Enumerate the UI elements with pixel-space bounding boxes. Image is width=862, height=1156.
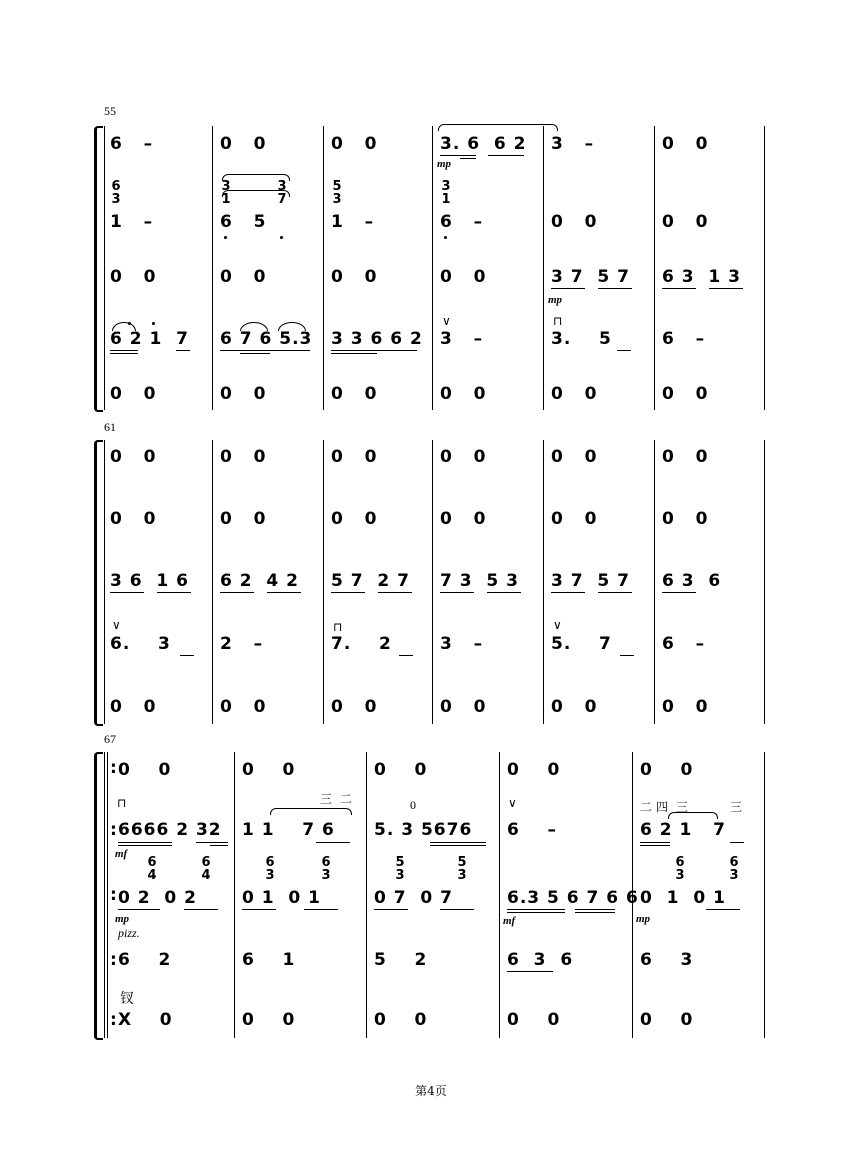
barline [654, 126, 655, 410]
underline [331, 592, 365, 593]
barline [366, 752, 367, 1038]
part2-m59: 0 0 [551, 212, 598, 232]
part1-m59: 3 – [551, 134, 595, 154]
part4-m57: 3 3 6 6 2 [331, 329, 423, 349]
underline [730, 842, 744, 843]
part5-m63: 0 0 [331, 697, 378, 717]
underline [620, 655, 634, 656]
phrase-slur [270, 808, 352, 815]
part5-m59: 0 0 [551, 384, 598, 404]
pizz-marking: pizz. [118, 926, 140, 940]
chord: 6 3 [321, 855, 331, 883]
chord: 3 7 [277, 179, 287, 207]
underline [242, 909, 276, 910]
part3-m55: 0 0 [110, 267, 157, 287]
underline [220, 350, 310, 351]
part2-m70: 6 – [507, 820, 558, 840]
dynamic-mp: mp [437, 158, 452, 170]
underline [316, 842, 350, 843]
dynamic-mp: mp [548, 294, 563, 306]
part3-m57: 0 0 [331, 267, 378, 287]
part3-m69: 0 7 0 7 [374, 888, 453, 908]
bow-down-mark: ⊓ [117, 796, 127, 810]
chord: 6 3 [265, 855, 275, 883]
part3-m63: 5 7 2 7 [331, 571, 410, 591]
barline [543, 126, 544, 410]
part1-m71: 0 0 [640, 760, 694, 780]
slur [240, 322, 268, 331]
part5-m65: 0 0 [551, 697, 598, 717]
barline [212, 440, 213, 724]
underline [110, 350, 138, 351]
underline [180, 655, 194, 656]
underline [430, 842, 486, 843]
part2-m67: 6666 2 32 [118, 820, 222, 840]
part5-m70: 0 0 [507, 1010, 561, 1030]
underline [507, 912, 565, 913]
part3-m62: 6 2 4 2 [220, 571, 299, 591]
part5-m62: 0 0 [220, 697, 267, 717]
part3-m61: 3 6 1 6 [110, 571, 189, 591]
lower-octave-dot [224, 236, 227, 239]
part1-m64: 0 0 [440, 447, 487, 467]
part4-m60: 6 – [662, 329, 706, 349]
underline [118, 845, 172, 846]
part1-m65: 0 0 [551, 447, 598, 467]
underline [507, 909, 565, 910]
part5-m60: 0 0 [662, 384, 709, 404]
upper-octave-dot [152, 322, 155, 325]
barline [764, 752, 765, 1038]
part5-m67: X 0 [118, 1010, 173, 1030]
underline [267, 592, 301, 593]
part4-m63: 7. 2 [331, 634, 392, 654]
part4-m59: 3. 5 [551, 329, 612, 349]
chord: 5 3 [457, 855, 467, 883]
chord: 6 4 [147, 855, 157, 883]
underline [487, 592, 521, 593]
part3-m71: 0 1 0 1 [640, 888, 726, 908]
part2-m56: 6 5 [220, 212, 267, 232]
underline [640, 845, 670, 846]
system-line [104, 126, 105, 410]
barline [323, 126, 324, 410]
part2-m58: 6 – [440, 212, 484, 232]
underline [240, 353, 270, 354]
underline [110, 353, 138, 354]
part3-m60: 6 3 1 3 [662, 267, 741, 287]
repeat-sign: : [110, 1010, 117, 1030]
underline [399, 655, 413, 656]
bow-up-mark: ∨ [112, 618, 121, 632]
part1-m67: 0 0 [118, 760, 172, 780]
underline [430, 845, 486, 846]
bow-up-mark: ∨ [508, 796, 517, 810]
system-brace [94, 440, 103, 726]
dynamic-mp: mp [636, 913, 651, 925]
phrase-slur [438, 124, 558, 131]
part3-m70: 6.3 5 6 7 6 6 [507, 888, 639, 908]
barline [499, 752, 500, 1038]
part4-m65: 5. 7 [551, 634, 612, 654]
part2-m68: 1 1 7 6 [242, 820, 335, 840]
part4-m70: 6 3 6 [507, 950, 574, 970]
fingering-mark: 三 [320, 792, 333, 806]
underline [220, 592, 254, 593]
barline [323, 440, 324, 724]
underline [709, 288, 743, 289]
underline [507, 971, 553, 972]
part3-m65: 3 7 5 7 [551, 571, 630, 591]
underline [378, 592, 412, 593]
part1-m62: 0 0 [220, 447, 267, 467]
part3-m56: 0 0 [220, 267, 267, 287]
part4-m62: 2 – [220, 634, 264, 654]
part1-m68: 0 0 [242, 760, 296, 780]
underline [110, 592, 144, 593]
part2-m66: 0 0 [662, 509, 709, 529]
repeat-sign: : [110, 885, 117, 905]
underline [210, 845, 228, 846]
underline [706, 909, 740, 910]
part3-m68: 0 1 0 1 [242, 888, 321, 908]
fingering-mark: 四 [656, 800, 669, 814]
part4-m58: 3 – [440, 329, 484, 349]
chord: 6 3 [111, 179, 121, 207]
fingering-mark: 三 [730, 800, 743, 814]
underline [575, 909, 615, 910]
barline [432, 126, 433, 410]
measure-number: 55 [104, 104, 116, 118]
chord: 6 3 [729, 855, 739, 883]
part5-m71: 0 0 [640, 1010, 694, 1030]
dynamic-mf: mf [115, 848, 128, 860]
part3-m58: 0 0 [440, 267, 487, 287]
phrase-slur [668, 812, 718, 819]
repeat-sign: : [110, 820, 117, 840]
part2-m63: 0 0 [331, 509, 378, 529]
barline [764, 126, 765, 410]
page-number: 第4页 [415, 1084, 447, 1098]
repeat-sign: : [110, 950, 117, 970]
fingering-mark: 二 [340, 792, 353, 806]
underline [488, 155, 524, 156]
underline [157, 592, 191, 593]
system-line [104, 752, 105, 1038]
measure-number: 61 [104, 420, 116, 434]
part5-m57: 0 0 [331, 384, 378, 404]
bow-up-mark: ∨ [442, 314, 451, 328]
part3-m66: 6 3 6 [662, 571, 722, 591]
system-brace [94, 126, 103, 412]
underline [460, 158, 476, 159]
underline [440, 592, 474, 593]
part3-m64: 7 3 5 3 [440, 571, 519, 591]
slur [112, 322, 136, 331]
part4-m68: 6 1 [242, 950, 296, 970]
part2-m71: 6 2 1 7 [640, 820, 726, 840]
part1-m58: 3. 6 6 2 [440, 134, 527, 154]
part5-m61: 0 0 [110, 697, 157, 717]
part2-m61: 0 0 [110, 509, 157, 529]
part4-m66: 6 – [662, 634, 706, 654]
repeat-line [107, 752, 108, 1038]
barline [543, 440, 544, 724]
underline [118, 909, 160, 910]
chord: 3 1 [221, 179, 231, 207]
fingering-mark: 0 [410, 798, 416, 812]
part3-m67: 0 2 0 2 [118, 888, 197, 908]
measure-number: 67 [104, 732, 116, 746]
part4-m69: 5 2 [374, 950, 428, 970]
underline [118, 842, 172, 843]
part5-m64: 0 0 [440, 697, 487, 717]
dynamic-mp: mp [115, 913, 130, 925]
underline [440, 909, 474, 910]
bow-down-mark: ⊓ [553, 314, 563, 328]
part4-m64: 3 – [440, 634, 484, 654]
part5-m58: 0 0 [440, 384, 487, 404]
lower-octave-dot [280, 236, 283, 239]
part1-m60: 0 0 [662, 134, 709, 154]
upper-octave-dot [128, 322, 131, 325]
part4-m55: 6 2 1 7 [110, 329, 189, 349]
part5-m56: 0 0 [220, 384, 267, 404]
barline [234, 752, 235, 1038]
part2-m55: 1 – [110, 212, 154, 232]
part2-m62: 0 0 [220, 509, 267, 529]
part3-m59: 3 7 5 7 [551, 267, 630, 287]
underline [617, 350, 631, 351]
barline [764, 440, 765, 724]
part4-m61: 6. 3 [110, 634, 171, 654]
part1-m70: 0 0 [507, 760, 561, 780]
part2-m64: 0 0 [440, 509, 487, 529]
underline [575, 912, 615, 913]
barline [654, 440, 655, 724]
underline [598, 288, 632, 289]
bow-down-mark: ⊓ [333, 620, 343, 634]
tie [222, 190, 290, 197]
dynamic-mf: mf [503, 915, 516, 927]
underline [551, 592, 585, 593]
part4-m71: 6 3 [640, 950, 694, 970]
bow-up-mark: ∨ [553, 618, 562, 632]
part4-m67: 6 2 [118, 950, 172, 970]
system-brace [94, 752, 103, 1040]
cymbal-label: 钗 [120, 991, 134, 1007]
chord: 3 1 [441, 179, 451, 207]
system-line [104, 440, 105, 724]
chord: 6 4 [201, 855, 211, 883]
underline [640, 842, 670, 843]
part2-m65: 0 0 [551, 509, 598, 529]
part1-m63: 0 0 [331, 447, 378, 467]
underline [662, 288, 696, 289]
underline [662, 592, 696, 593]
underline [331, 353, 377, 354]
part1-m55: 6 – [110, 134, 154, 154]
part2-m69: 5. 3 5676 [374, 820, 473, 840]
fingering-mark: 三 [676, 800, 689, 814]
underline [196, 842, 228, 843]
part2-m57: 1 – [331, 212, 375, 232]
part5-m66: 0 0 [662, 697, 709, 717]
underline [304, 909, 338, 910]
fingering-mark: 二 [640, 800, 653, 814]
part4-m56: 6 7 6 5.3 [220, 329, 313, 349]
underline [551, 288, 585, 289]
chord: 5 3 [395, 855, 405, 883]
tie [222, 174, 290, 181]
barline [212, 126, 213, 410]
part1-m56: 0 0 [220, 134, 267, 154]
underline [374, 909, 408, 910]
repeat-sign: : [110, 758, 117, 778]
part1-m69: 0 0 [374, 760, 428, 780]
chord: 5 3 [332, 179, 342, 207]
underline [176, 350, 190, 351]
part1-m66: 0 0 [662, 447, 709, 467]
underline [440, 155, 476, 156]
underline [331, 350, 417, 351]
underline [184, 909, 218, 910]
part1-m61: 0 0 [110, 447, 157, 467]
part5-m68: 0 0 [242, 1010, 296, 1030]
part2-m60: 0 0 [662, 212, 709, 232]
underline [598, 592, 632, 593]
lower-octave-dot [444, 236, 447, 239]
barline [432, 440, 433, 724]
slur [278, 322, 306, 331]
chord: 6 3 [675, 855, 685, 883]
part1-m57: 0 0 [331, 134, 378, 154]
part5-m55: 0 0 [110, 384, 157, 404]
part5-m69: 0 0 [374, 1010, 428, 1030]
